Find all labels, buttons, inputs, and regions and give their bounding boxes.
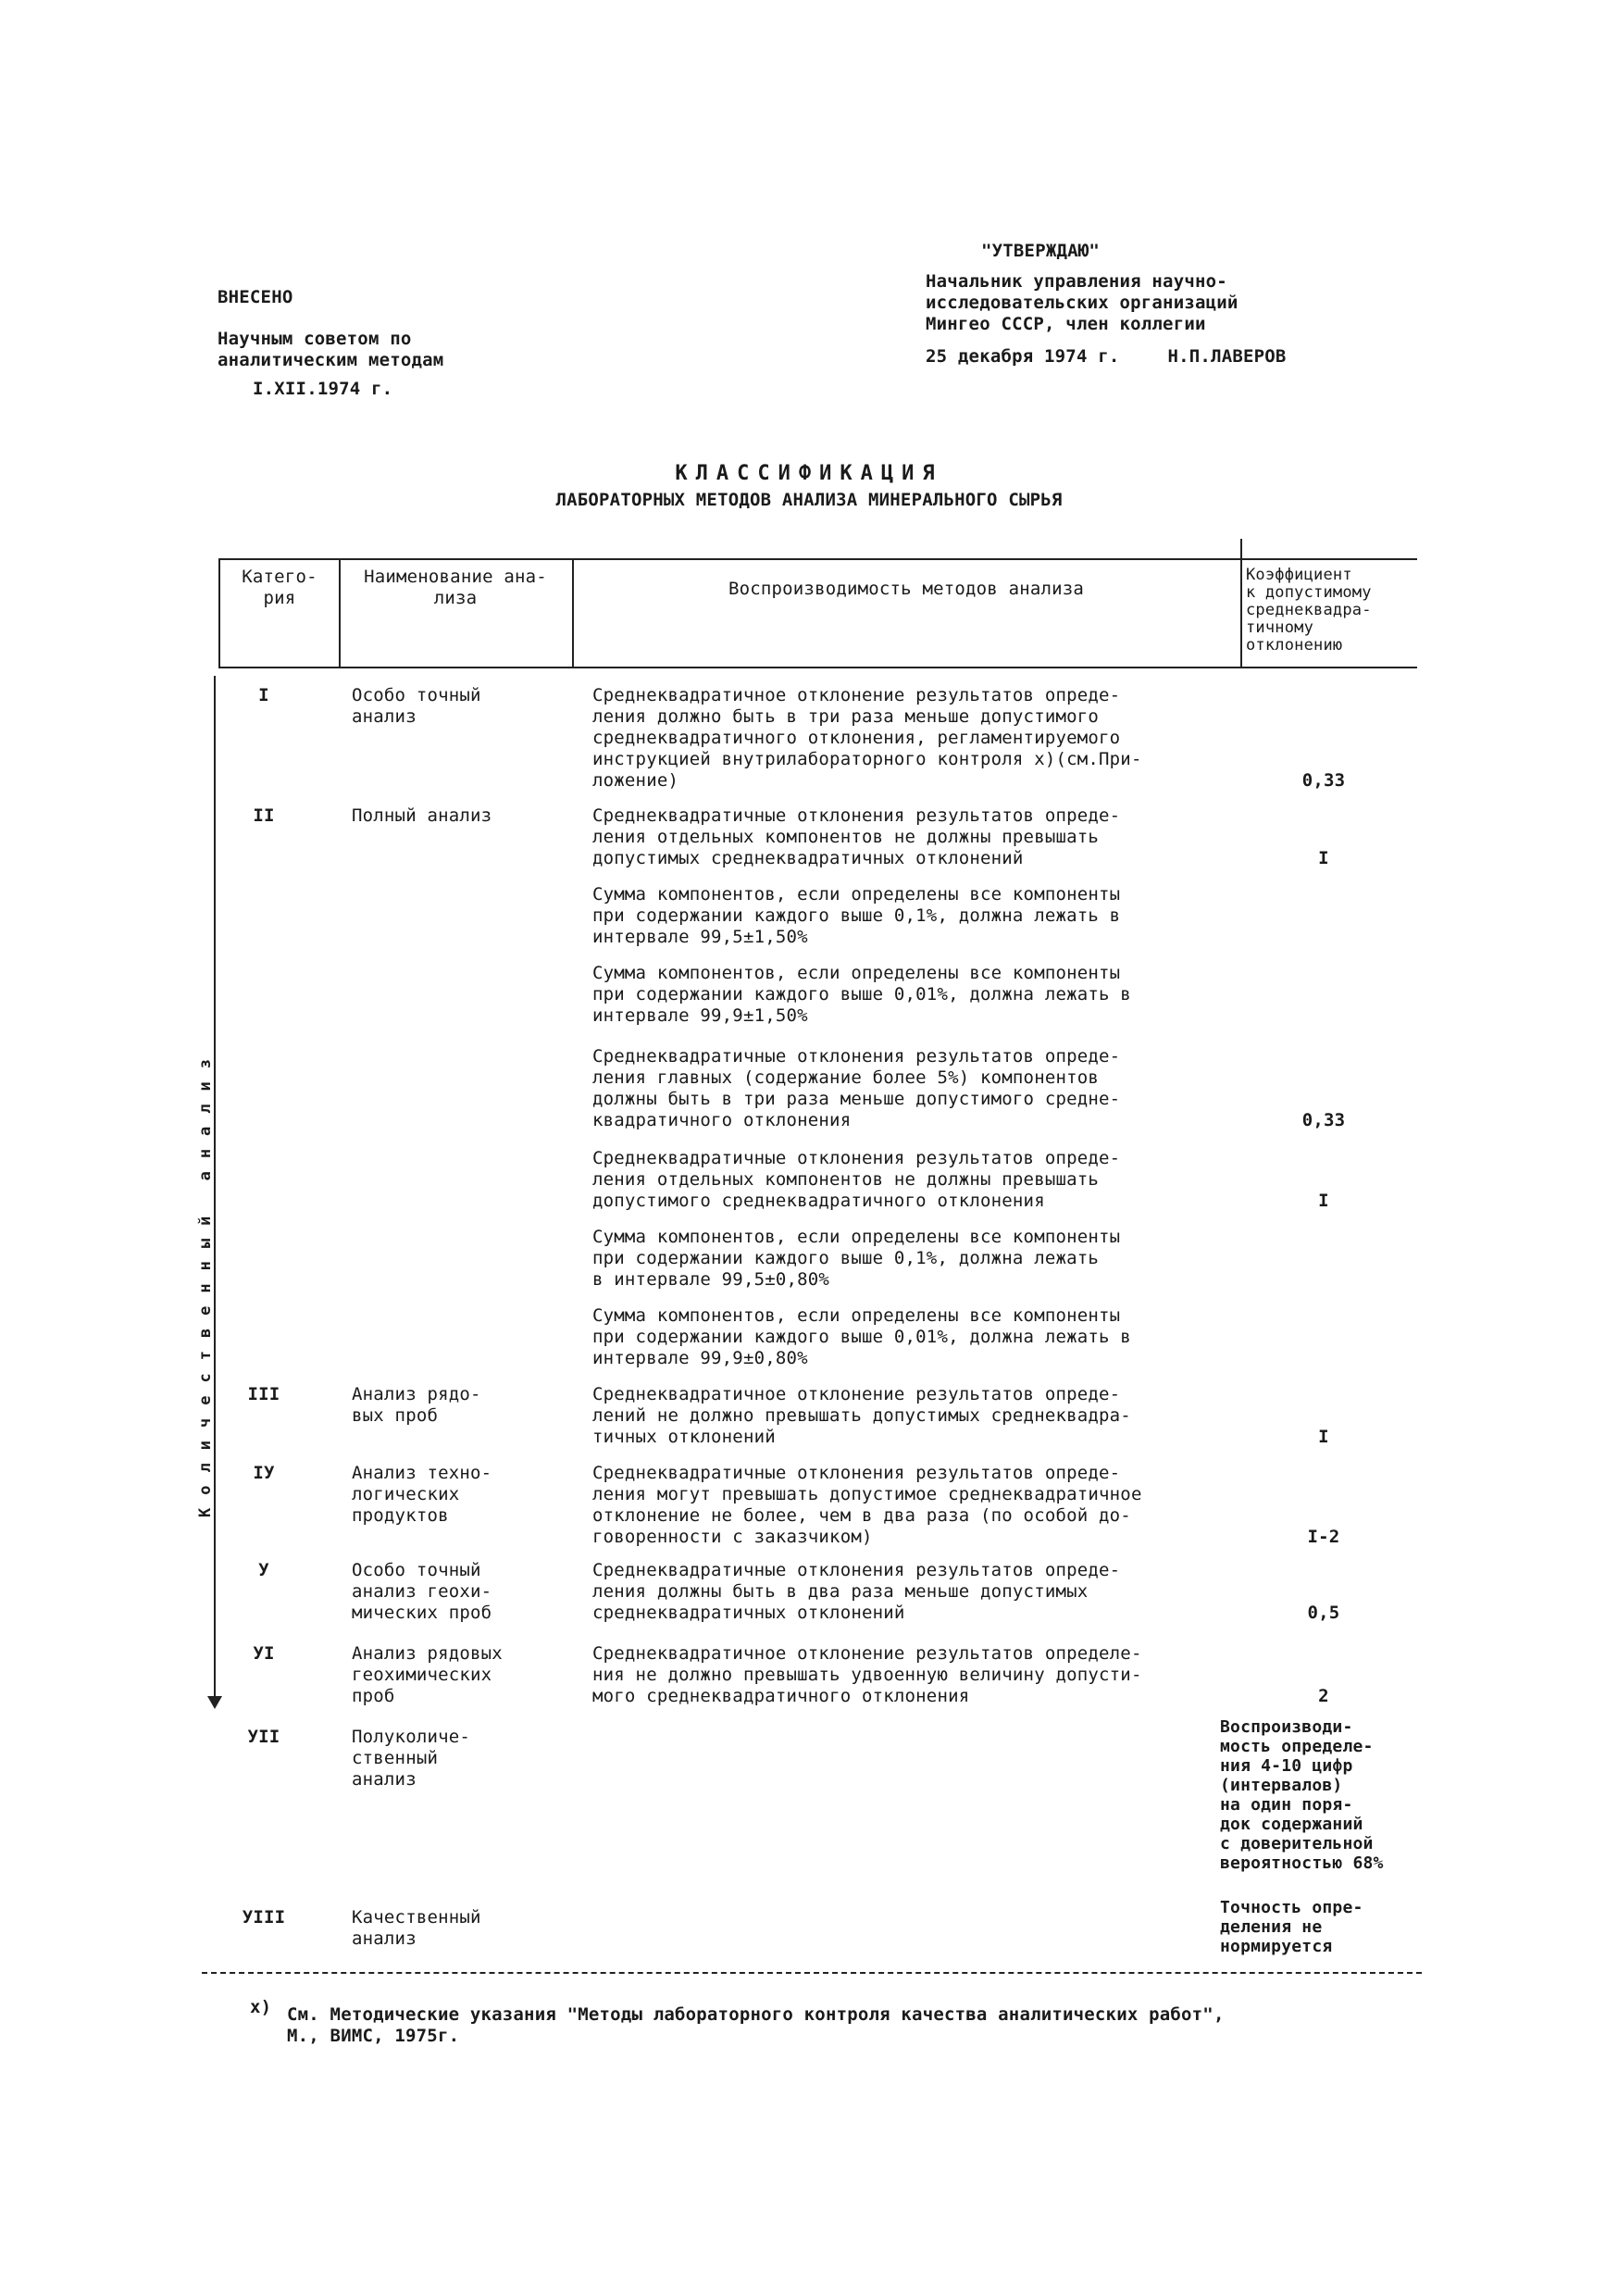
coefficient-cell: I xyxy=(1318,848,1329,868)
side-bracket-arrow-icon xyxy=(207,1696,222,1709)
submitted-by-line1: Научным советом по xyxy=(218,329,412,349)
analysis-name-cell: Полуколиче- ственный анализ xyxy=(352,1727,471,1790)
footnote-line2: М., ВИМС, 1975г. xyxy=(287,2026,460,2046)
table-header-divider-3 xyxy=(1240,539,1242,667)
analysis-name-cell: Особо точный анализ геохи- мических проб xyxy=(352,1560,492,1623)
coefficient-cell: I xyxy=(1318,1427,1329,1447)
reproducibility-cell: Среднеквадратичные отклонения результатов опреде- ления отдельных компонентов не должны превышать допустимого среднеквадратичного отклонения xyxy=(592,1148,1121,1211)
reproducibility-cell: Среднеквадратичные отклонения результатов опреде- ления могут превышать допустимое среднеквадратичное отклонение не более, чем в два раза (по особой до- говоренности с заказчиком) xyxy=(592,1463,1142,1547)
coefficient-cell: 2 xyxy=(1318,1686,1329,1706)
reproducibility-cell: Сумма компонентов, если определены все компоненты при содержании каждого выше 0,01%, должна лежать в интервале 99,9±1,50% xyxy=(592,963,1131,1026)
analysis-name-cell: Анализ техно- логических продуктов xyxy=(352,1463,492,1526)
category-cell: I xyxy=(258,685,269,705)
analysis-name-cell: Полный анализ xyxy=(352,805,492,826)
footnote xyxy=(250,1997,1453,2047)
reproducibility-cell: Сумма компонентов, если определены все компоненты при содержании каждого выше 0,01%, должна лежать в интервале 99,9±0,80% xyxy=(592,1305,1131,1368)
approval-heading: "УТВЕРЖДАЮ" xyxy=(981,241,1101,261)
submitted-heading: ВНЕСЕНО xyxy=(218,287,293,307)
analysis-name-cell: Анализ рядовых геохимических проб xyxy=(352,1643,503,1706)
coefficient-cell: 0,33 xyxy=(1301,1110,1346,1130)
category-cell: УII xyxy=(247,1727,280,1747)
table-bottom-border xyxy=(202,1972,1422,1974)
category-cell: III xyxy=(247,1384,280,1404)
header-reproducibility: Воспроизводимость методов анализа xyxy=(728,579,1085,599)
reproducibility-cell: Сумма компонентов, если определены все компоненты при содержании каждого выше 0,1%, должна лежать в интервале 99,5±1,50% xyxy=(592,884,1121,947)
approval-signature-row xyxy=(926,346,1351,368)
coefficient-cell: I-2 xyxy=(1307,1527,1340,1547)
analysis-name-cell: Качественный анализ xyxy=(352,1907,481,1949)
title-line1: КЛАССИФИКАЦИЯ xyxy=(675,462,943,485)
coefficient-cell: 0,5 xyxy=(1307,1603,1340,1623)
approver-title-line2: исследовательских организаций xyxy=(926,293,1238,313)
document-title xyxy=(0,463,1618,511)
reproducibility-cell: Сумма компонентов, если определены все компоненты при содержании каждого выше 0,1%, должна лежать в интервале 99,5±0,80% xyxy=(592,1227,1121,1290)
submitted-date: I.XII.1974 г. xyxy=(253,379,393,399)
reproducibility-cell: Среднеквадратичное отклонение результатов определе- ния не должно превышать удвоенную величину допусти- мого среднеквадратичного отклонения xyxy=(592,1643,1142,1706)
analysis-name-cell: Особо точный анализ xyxy=(352,685,481,727)
header-coefficient: Коэффициент к допустимому среднеквадра- тичному отклонению xyxy=(1246,566,1372,655)
coefficient-cell: 0,33 xyxy=(1301,770,1346,791)
coefficient-note-cell: Воспроизводи- мость определе- ния 4-10 цифр (интервалов) на один поря- док содержаний с доверительной вероятностью 68% xyxy=(1220,1717,1384,1873)
reproducibility-cell: Среднеквадратичные отклонения результатов опреде- ления отдельных компонентов не должны превышать допустимых среднеквадратичных отклонений xyxy=(592,805,1121,868)
table-header-left-border xyxy=(218,558,220,667)
footnote-mark: x) xyxy=(250,1997,272,2017)
reproducibility-cell: Среднеквадратичные отклонения результатов опреде- ления главных (содержание более 5%) компонентов должны быть в три раза меньше допустимого средне- квадратичного отклонения xyxy=(592,1046,1121,1130)
approver-title-line1: Начальник управления научно- xyxy=(926,271,1227,292)
footnote-line1: См. Методические указания "Методы лабораторного контроля качества аналитических работ", xyxy=(287,2004,1225,2025)
approver-title-line3: Мингео СССР, член коллегии xyxy=(926,314,1206,334)
category-cell: УIII xyxy=(242,1907,286,1928)
category-cell: II xyxy=(253,805,275,826)
coefficient-cell: I xyxy=(1318,1191,1329,1211)
category-cell: IУ xyxy=(253,1463,275,1483)
title-line2: ЛАБОРАТОРНЫХ МЕТОДОВ АНАЛИЗА МИНЕРАЛЬНОГО СЫРЬЯ xyxy=(555,490,1063,510)
submitted-by-line2: аналитическим методам xyxy=(218,350,444,370)
header-analysis-name: Наименование ана- лиза xyxy=(364,567,547,608)
table-header-bottom-border xyxy=(218,667,1417,668)
approval-date: 25 декабря 1974 г. xyxy=(926,346,1120,367)
reproducibility-cell: Среднеквадратичное отклонение результатов опреде- ления должно быть в три раза меньше допустимого среднеквадратичного отклонения, регламентируемого инструкцией внутрилабораторного контроля x)(см.При- ложение) xyxy=(592,685,1142,791)
table-header-divider-2 xyxy=(572,558,574,667)
side-label-quantitative: Количественный анализ xyxy=(196,1046,215,1517)
header-category: Катего- рия xyxy=(242,567,317,608)
reproducibility-cell: Среднеквадратичные отклонения результатов опреде- ления должны быть в два раза меньше допустимых среднеквадратичных отклонений xyxy=(592,1560,1121,1623)
category-cell: УI xyxy=(253,1643,275,1664)
reproducibility-cell: Среднеквадратичное отклонение результатов опреде- лений не должно превышать допустимых среднеквадра- тичных отклонений xyxy=(592,1384,1131,1447)
coefficient-note-cell: Точность опре- деления не нормируется xyxy=(1220,1898,1363,1956)
table-header-divider-1 xyxy=(339,558,341,667)
approver-name: Н.П.ЛАВЕРОВ xyxy=(1167,346,1287,367)
analysis-name-cell: Анализ рядо- вых проб xyxy=(352,1384,481,1426)
approval-block xyxy=(926,241,1351,368)
submitted-block xyxy=(218,287,551,400)
category-cell: У xyxy=(258,1560,269,1580)
table-top-border xyxy=(218,558,1417,560)
